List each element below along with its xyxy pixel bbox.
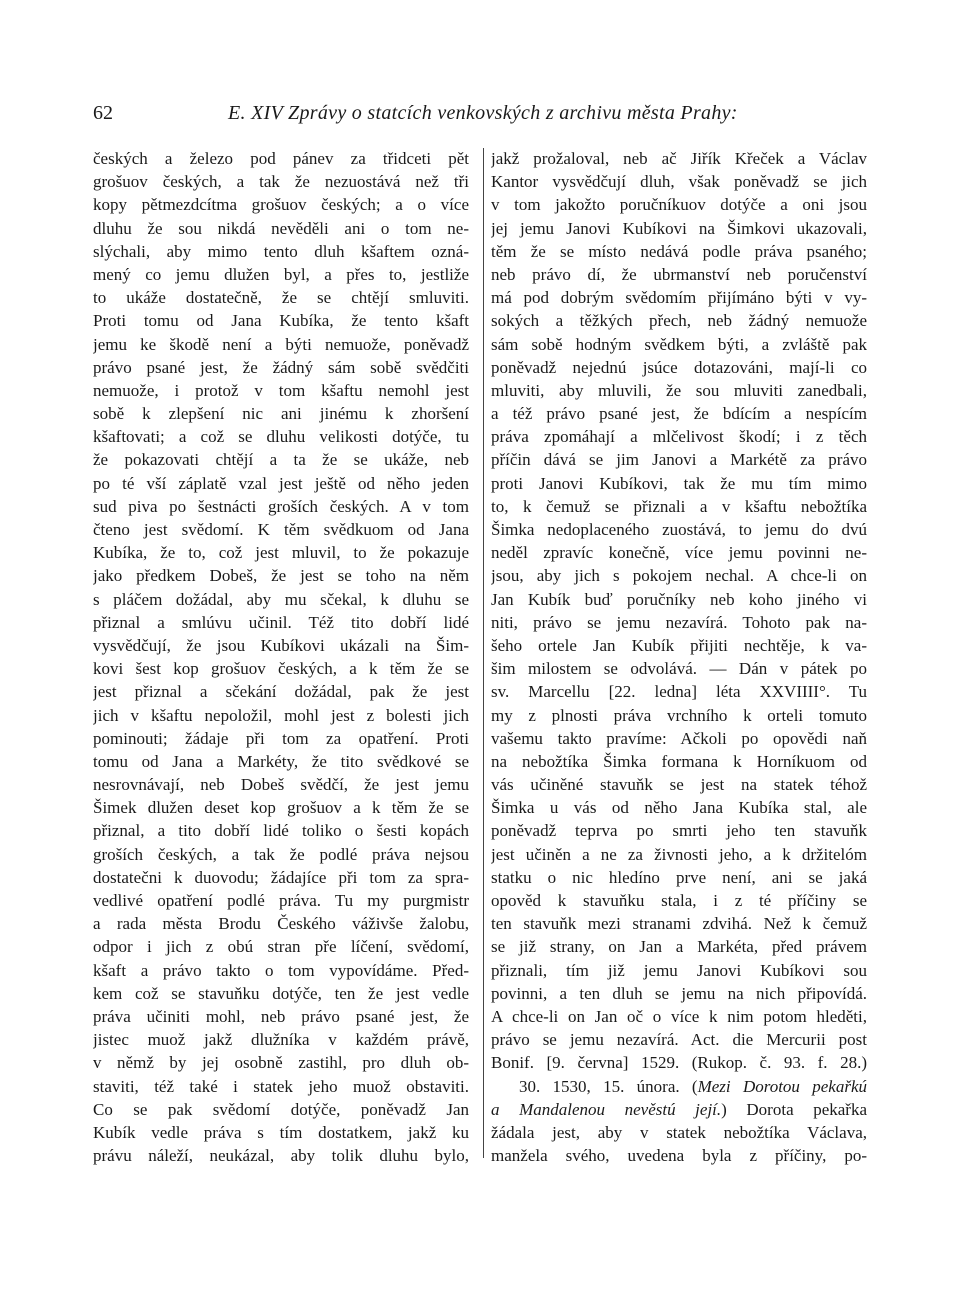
text-line: jej jemu Janovi Kubíkovi na Šimkovi ukazovali, xyxy=(491,218,867,238)
text-line: dostatečni k duovodu; žádajíce při tom za spra- xyxy=(93,867,469,887)
text-line: to ukáže dostatečně, že se chtějí smluviti. xyxy=(93,288,469,308)
text-line: v tom jakožto poručníkuov dotýče a oni jsou xyxy=(491,195,867,215)
text-line: těm že se místo nedává podle práva psaného; xyxy=(491,241,867,261)
text-line: tomu od Jana a Markéty, že tito svědkové se xyxy=(93,751,469,771)
text-line: šeho ortele Jan Kubík přijiti nechtěje, k va- xyxy=(491,635,867,655)
text-line: práva učiniti mohl, neb právo psané jest, že xyxy=(93,1006,469,1026)
text-line: kem což se stavuňku dotýče, ten že jest vedle xyxy=(93,983,469,1003)
text-line: povinni, a ten dluh se jemu na nich připovídá. xyxy=(491,983,867,1003)
text-line: příčin dává se jim Janovi a Markétě za právo xyxy=(491,450,867,470)
text-line: opověd k stavuňku stala, i z té příčiny se xyxy=(491,891,867,910)
text-line: slýchali, aby mimo tento dluh kšaftem ozná- xyxy=(93,241,469,261)
text-line: Kantor vysvědčují dluh, však poněvadž se jich xyxy=(491,172,867,192)
text-line: neděl zpravíc konečně, více jemu povinni ne- xyxy=(491,543,867,563)
text-line: šim milostem se odvolává. — Dán v pátek po xyxy=(491,659,867,679)
text-line: se již strany, on Jan a Markéta, před právem xyxy=(491,937,867,957)
text-line: Šimka u vás od něho Jana Kubíka stal, ale xyxy=(491,798,867,818)
text-line: a Mandalenou nevěstú její.) Dorota pekařka xyxy=(491,1099,867,1119)
text-line: neb právo dí, že ubrmanství neb poručenství xyxy=(491,264,867,284)
text-line: čteno jest svědomí. K těm svědkuom od Jana xyxy=(93,520,469,539)
text-line: jest přiznal a sčekání dožádal, pak že jest xyxy=(93,682,469,702)
text-line: mluviti, aby mluvili, že sou mluviti zanedbali, xyxy=(491,380,867,400)
running-title: E. XIV Zprávy o statcích venkovských z archivu města Prahy: xyxy=(228,102,738,124)
text-line: sud piva po šestnácti groších českých. A v tom xyxy=(93,496,469,516)
text-line: vás učiněné stavuňk se jest na statek téhož xyxy=(491,775,867,795)
text-line: kšaftovati; a což se dluhu velikosti dotýče, tu xyxy=(93,427,469,447)
right-column xyxy=(491,147,867,1167)
text-line: groších českých, a tak že podlé práva nejsou xyxy=(93,844,469,864)
text-line: nesrovnávají, neb Dobeš svědčí, že jest jemu xyxy=(93,775,469,795)
text-line: kopy pětmezdcítma grošuov českých; a o více xyxy=(93,195,469,215)
text-line: jest učiněn a ne za živnosti jeho, a k držitelóm xyxy=(491,844,867,864)
text-line: vašemu takto pravíme: Ačkoli po opovědi naň xyxy=(491,728,867,748)
text-line: a rada města Brodu Českého váživše žalobu, xyxy=(93,914,469,934)
text-line: mený co jemu dlužen byl, a přes to, jestliže xyxy=(93,264,469,284)
text-line: Proti tomu od Jana Kubíka, že tento kšaft xyxy=(93,311,469,331)
text-line: přiznal, a tito dobří lidé toliko o šesti kopách xyxy=(93,821,469,841)
text-line: jakž prožaloval, neb ač Jiřík Křeček a Václav xyxy=(491,149,867,168)
text-line: Bonif. [9. června] 1529. (Rukop. č. 93. f. 28.) xyxy=(491,1053,867,1073)
text-line: nemuože, i protož v tom kšaftu nemohl jest xyxy=(93,380,469,400)
text-line: vysvědčují, že jsou Kubíkovi ukázali na Šim- xyxy=(93,635,469,655)
text-line: poněvadž teprva po smrti jeho ten stavuňk xyxy=(491,821,867,841)
text-line: sám sobě hodným svědkem býti, a zvláště pak xyxy=(491,334,867,354)
text-line: Šimek dlužen deset kop grošuov a k těm že se xyxy=(93,798,469,818)
text-line: proti Janovi Kubíkovi, tak že mu tím mimo xyxy=(491,473,867,493)
text-line: Jan Kubík buď poručníky neb koho jiného vi xyxy=(491,589,867,609)
text-line: ten stavuňk mezi stranami zdvihá. Než k čemuž xyxy=(491,914,867,934)
text-line: poněvadž nejednú jsúce dotazováni, mají-li co xyxy=(491,357,867,377)
text-line: právo se jemu nezavírá. Act. die Mercurii post xyxy=(491,1030,867,1050)
text-line: jako předkem Dobeš, že jest se toho na něm xyxy=(93,566,469,586)
text-line: právu náleží, neukázal, aby tolik dluhu bylo, xyxy=(93,1146,469,1166)
page-number: 62 xyxy=(93,102,113,124)
text-line: vedlivé opatření podlé práva. Tu my purgmistr xyxy=(93,891,469,910)
text-line: kšaft a právo takto o tom vypovídáme. Před- xyxy=(93,960,469,980)
text-line: A chce-li on Jan oč o více k nim potom hleděti, xyxy=(491,1006,867,1026)
text-line: přiznal a smlúvu učinil. Též tito dobří lidé xyxy=(93,612,469,632)
text-line: to, k čemuž se přiznali a v kšaftu nebožtíka xyxy=(491,496,867,516)
text-line: na nebožtíka Šimka formana k Horníkuom od xyxy=(491,751,867,771)
text-line: jistec muož jakž dlužníka v každém právě, xyxy=(93,1030,469,1050)
text-line: Šimka nedoplaceného zuostává, to jemu do dvú xyxy=(491,520,867,539)
text-line: přiznali, tím již jemu Janovi Kubíkovi sou xyxy=(491,960,867,980)
text-line: po té vší záplatě vzal jest ještě od něho jeden xyxy=(93,473,469,493)
text-line: práva zpomáhají a mlčelivost škodí; i z těch xyxy=(491,427,867,447)
text-line: niti, právo se jemu nezavírá. Tohoto pak na- xyxy=(491,612,867,632)
text-line: Kubíka, že to, což jest mluvil, to že pokazuje xyxy=(93,543,469,563)
text-line: Kubík vedle práva s tím dostatkem, jakž ku xyxy=(93,1122,469,1142)
page-header xyxy=(93,98,867,128)
text-line: s pláčem dožádal, aby mu sčekal, k dluhu se xyxy=(93,589,469,609)
text-line: právo psané jest, že žádný sám sobě svědčiti xyxy=(93,357,469,377)
text-line: 30. 1530, 15. února. (Mezi Dorotou pekařkú xyxy=(519,1076,867,1096)
text-line: odpor i jich z obú stran pře líčení, svědomí, xyxy=(93,937,469,957)
text-line: Co se pak svědomí dotýče, poněvadž Jan xyxy=(93,1099,469,1119)
text-line: staviti, též také i statek jeho muož obstaviti. xyxy=(93,1076,469,1096)
text-line: pominouti; žádaje při tom za opatření. Proti xyxy=(93,728,469,748)
text-line: a též právo psané jest, že bdícím a nespícím xyxy=(491,404,867,424)
text-line: dluhu že sou nikdá nevěděli ani o tom ne- xyxy=(93,218,469,238)
text-line: jich v kšaftu nepoložil, mohl jest z bolesti jich xyxy=(93,705,469,725)
text-line: jemu ke škodě není a býti nemuože, poněvadž xyxy=(93,334,469,354)
text-line: sokých a těžkých přech, neb žádný nemuože xyxy=(491,311,867,331)
column-divider xyxy=(483,148,484,1158)
text-line: kovi šest kop grošuov českých, a k těm že se xyxy=(93,659,469,679)
text-line: žádala jest, aby v statek nebožtíka Václava, xyxy=(491,1122,867,1142)
text-line: že pokazovati chtějí a ta že se ukáže, neb xyxy=(93,450,469,470)
text-line: sobě k zlepšení nic ani jinému k zhoršení xyxy=(93,404,469,424)
text-line: my z plnosti práva vrchního k orteli tomuto xyxy=(491,705,867,725)
text-line: českých a železo pod pánev za třidceti pět xyxy=(93,149,469,168)
left-column xyxy=(93,147,469,1167)
text-line: statku o nic hledíno prve není, ani se jaká xyxy=(491,867,867,887)
text-line: v němž by jej osobně zastihl, pro dluh ob- xyxy=(93,1053,469,1073)
text-line: grošuov českých, a tak že nezuostává než tři xyxy=(93,172,469,192)
text-line: jsou, aby jich s pokojem nechal. A chce-li on xyxy=(491,566,867,586)
text-line: manžela svého, uvedena byla z příčiny, po- xyxy=(491,1146,867,1166)
text-line: sv. Marcellu [22. ledna] léta XXVIIII°. Tu xyxy=(491,682,867,702)
text-line: má pod dobrým svědomím přijímáno býti v vy- xyxy=(491,288,867,308)
